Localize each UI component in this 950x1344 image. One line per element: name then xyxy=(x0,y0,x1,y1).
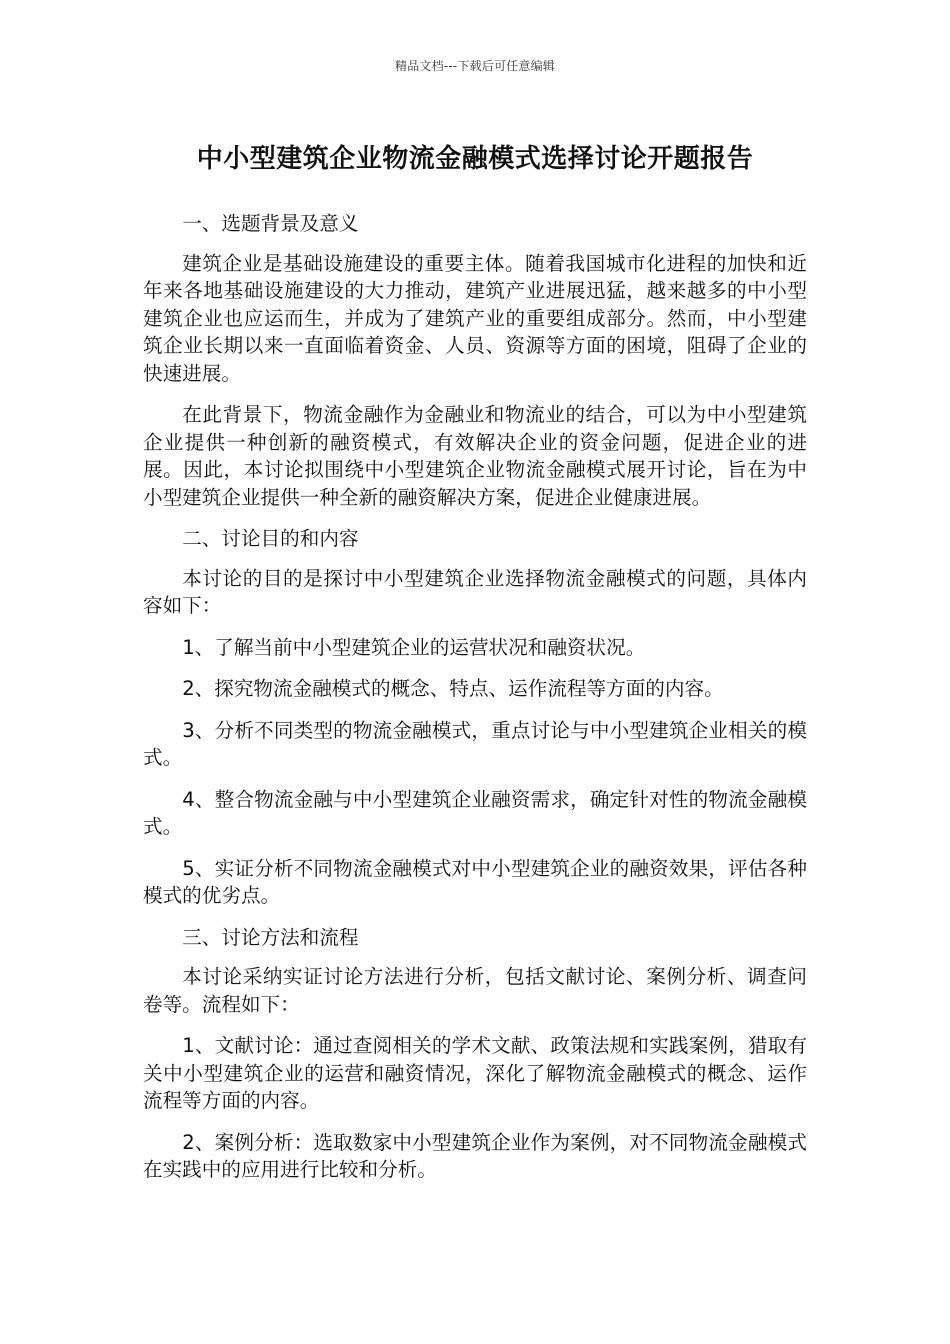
paragraph-methods-intro: 本讨论采纳实证讨论方法进行分析，包括文献讨论、案例分析、调查问卷等。流程如下： xyxy=(143,965,807,1016)
list-item-objective-3: 3、分析不同类型的物流金融模式，重点讨论与中小型建筑企业相关的模式。 xyxy=(143,718,807,769)
section-heading-objectives: 二、讨论目的和内容 xyxy=(182,527,359,550)
list-item-objective-2: 2、探究物流金融模式的概念、特点、运作流程等方面的内容。 xyxy=(182,677,724,700)
section-heading-background: 一、选题背景及意义 xyxy=(182,212,359,235)
paragraph-background-2: 在此背景下，物流金融作为金融业和物流业的结合，可以为中小型建筑企业提供一种创新的融资模式，有效解决企业的资金问题，促进企业的进展。因此，本讨论拟围绕中小型建筑企业物流金融模式展开讨论，旨在为中小型建筑企业提供一种全新的融资解决方案，促进企业健康进展。 xyxy=(143,403,807,509)
paragraph-background-1: 建筑企业是基础设施建设的重要主体。随着我国城市化进程的加快和近年来各地基础设施建设的大力推动，建筑产业进展迅猛，越来越多的中小型建筑企业也应运而生，并成为了建筑产业的重要组成部分。然而，中小型建筑企业长期以来一直面临着资金、人员、资源等方面的困境，阻碍了企业的快速进展。 xyxy=(143,251,807,385)
header-note: 精品文档---下载后可任意编辑 xyxy=(395,59,555,73)
list-item-objective-4: 4、整合物流金融与中小型建筑企业融资需求，确定针对性的物流金融模式。 xyxy=(143,787,807,838)
list-item-method-2: 2、案例分析：选取数家中小型建筑企业作为案例，对不同物流金融模式在实践中的应用进行比较和分析。 xyxy=(143,1130,807,1181)
document-title: 中小型建筑企业物流金融模式选择讨论开题报告 xyxy=(196,144,754,174)
list-item-objective-5: 5、实证分析不同物流金融模式对中小型建筑企业的融资效果，评估各种模式的优劣点。 xyxy=(143,856,807,907)
list-item-objective-1: 1、了解当前中小型建筑企业的运营状况和融资状况。 xyxy=(182,635,646,659)
section-heading-methods: 三、讨论方法和流程 xyxy=(182,925,359,949)
document-body xyxy=(143,210,807,1198)
paragraph-objectives-intro: 本讨论的目的是探讨中小型建筑企业选择物流金融模式的问题，具体内容如下： xyxy=(143,566,807,617)
list-item-method-1: 1、文献讨论：通过查阅相关的学术文献、政策法规和实践案例，猎取有关中小型建筑企业的运营和融资情况，深化了解物流金融模式的概念、运作流程等方面的内容。 xyxy=(143,1034,807,1112)
